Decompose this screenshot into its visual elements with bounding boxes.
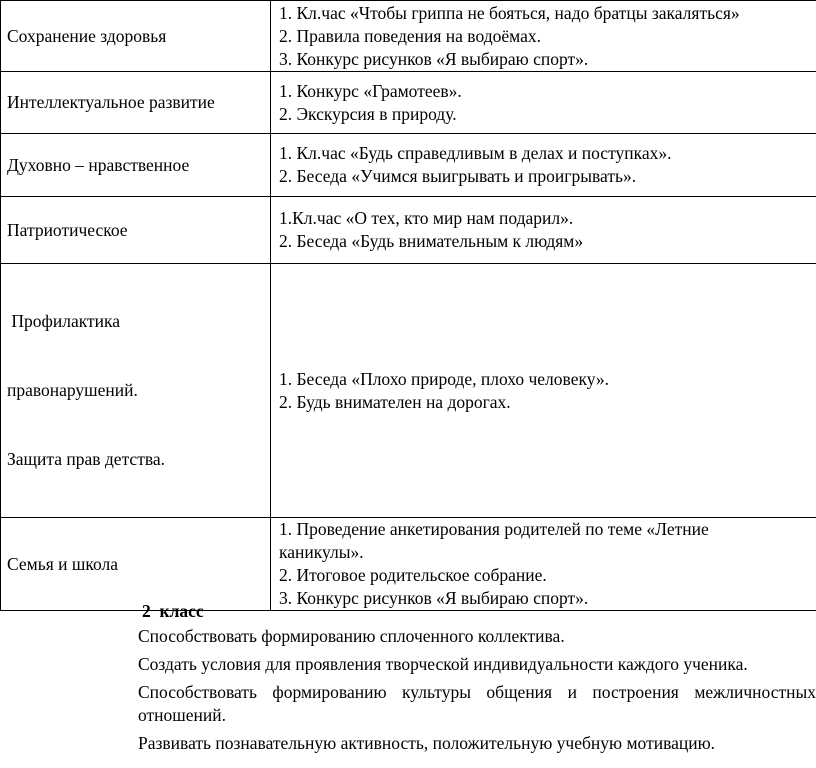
direction-line: Профилактика — [7, 311, 121, 331]
direction-line: Защита прав детства. — [7, 449, 166, 469]
direction-cell: Семья и школа — [1, 518, 271, 611]
activity-item: 2. Беседа «Учимся выигрывать и проигрывать». — [279, 166, 637, 186]
goal-paragraph: Способствовать формированию сплоченного коллектива. — [138, 626, 565, 646]
activity-item: каникулы». — [279, 542, 364, 562]
table-row — [1, 1, 816, 72]
table-row — [1, 134, 816, 197]
activity-item: 1. Кл.час «Будь справедливым в делах и поступках». — [279, 143, 672, 163]
direction-cell: Духовно – нравственное — [1, 134, 271, 197]
class-goals-section — [138, 600, 816, 760]
direction-cell: Сохранение здоровья — [1, 1, 271, 72]
activity-item: 2. Будь внимателен на дорогах. — [279, 391, 511, 412]
activity-item: 2. Беседа «Будь внимательным к людям» — [279, 231, 584, 251]
activity-item: 1.Кл.час «О тех, кто мир нам подарил». — [279, 208, 574, 228]
activity-item: 2. Правила поведения на водоёмах. — [279, 25, 541, 46]
activity-item: 1. Конкурс «Грамотеев». — [279, 80, 462, 101]
section-heading: 2 класс — [142, 601, 204, 621]
activity-item: 2. Итоговое родительское собрание. — [279, 565, 547, 585]
activities-cell — [271, 264, 816, 518]
activities-cell — [271, 197, 816, 264]
table-row — [1, 197, 816, 264]
activity-item: 1. Кл.час «Чтобы гриппа не бояться, надо братцы закаляться» — [279, 2, 740, 23]
activities-cell — [271, 72, 816, 134]
goal-paragraph: Развивать познавательную активность, положительную учебную мотивацию. — [138, 733, 716, 753]
activity-item: 1. Проведение анкетирования родителей по теме «Летние — [279, 519, 709, 539]
activities-cell — [271, 518, 816, 611]
goal-paragraph: Способствовать формированию культуры общения и построения межличностных отношений. — [138, 682, 816, 725]
table-row — [1, 518, 816, 611]
goal-paragraph: Создать условия для проявления творческой индивидуальности каждого ученика. — [138, 654, 748, 674]
activity-item: 3. Конкурс рисунков «Я выбираю спорт». — [279, 588, 589, 608]
table-row — [1, 72, 816, 134]
activities-cell — [271, 134, 816, 197]
activity-item: 2. Экскурсия в природу. — [279, 103, 457, 124]
direction-cell — [1, 264, 271, 518]
activities-cell — [271, 1, 816, 72]
direction-line: правонарушений. — [7, 380, 138, 400]
activity-item: 3. Конкурс рисунков «Я выбираю спорт». — [279, 48, 589, 69]
activity-item: 1. Беседа «Плохо природе, плохо человеку». — [279, 368, 610, 389]
direction-cell: Патриотическое — [1, 197, 271, 264]
direction-cell: Интеллектуальное развитие — [1, 72, 271, 134]
table-row — [1, 264, 816, 518]
